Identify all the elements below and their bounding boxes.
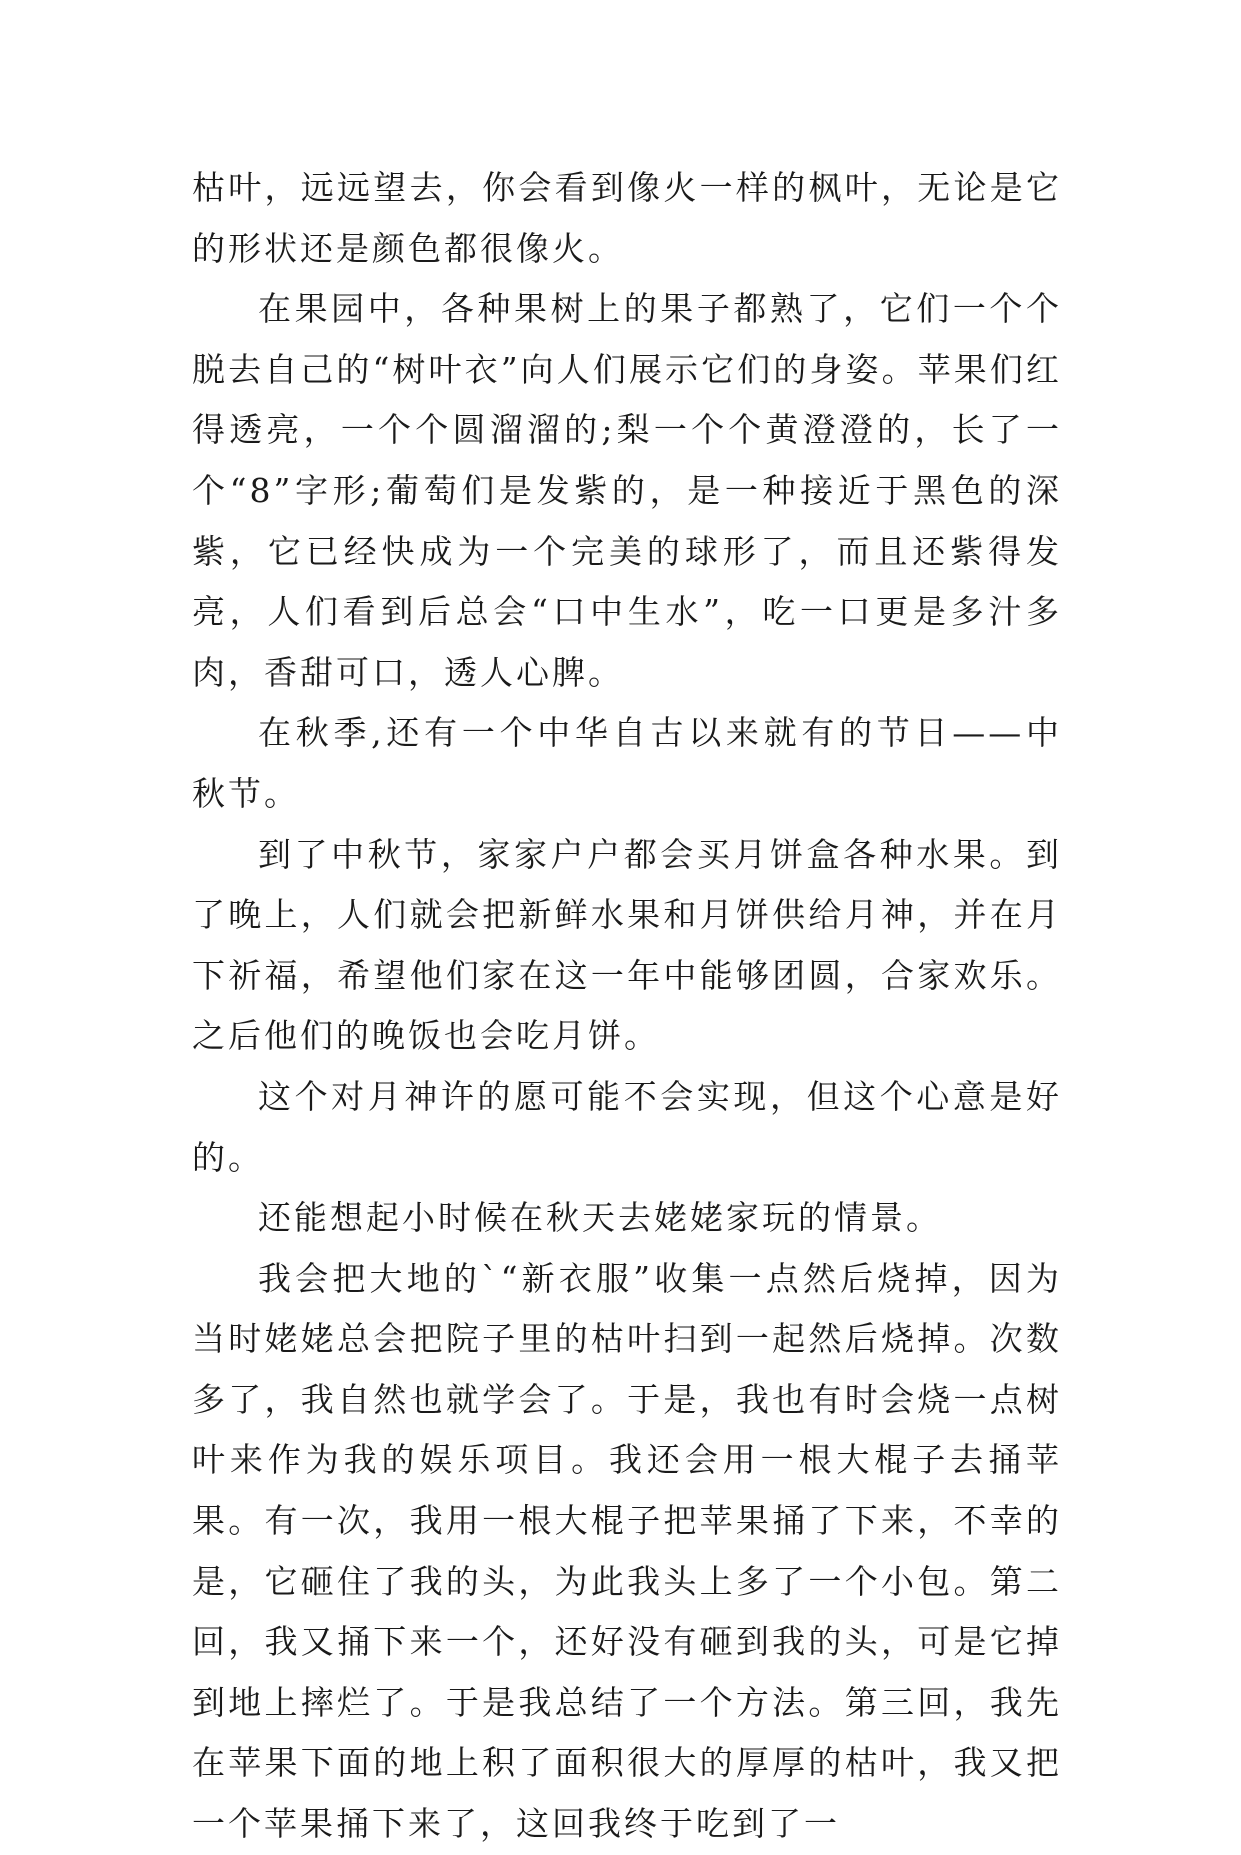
paragraph-5: 这个对月神许的愿可能不会实现，但这个心意是好的。 xyxy=(192,1076,1062,1177)
paragraph-2: 在果园中，各种果树上的果子都熟了，它们一个个脱去自己的“树叶衣”向人们展示它们的身姿。苹果们红得透亮，一个个圆溜溜的;梨一个个黄澄澄的，长了一个“8”字形;葡萄们是发紫的，是一种接近于黑色的深紫，它已经快成为一个完美的球形了，而且还紫得发亮，人们看到后总会“口中生水”，吃一口更是多汁多肉，香甜可口，透人心脾。 xyxy=(192,289,1062,692)
paragraph-1: 枯叶，远远望去，你会看到像火一样的枫叶，无论是它的形状还是颜色都很像火。 xyxy=(192,168,1062,268)
paragraph-3: 在秋季,还有一个中华自古以来就有的节日——中秋节。 xyxy=(192,713,1062,813)
document-body xyxy=(192,158,1062,1855)
paragraph-4: 到了中秋节，家家户户都会买月饼盒各种水果。到了晚上，人们就会把新鲜水果和月饼供给月神，并在月下祈福，希望他们家在这一年中能够团圆，合家欢乐。之后他们的晚饭也会吃月饼。 xyxy=(192,834,1062,1056)
paragraph-7: 我会把大地的`“新衣服”收集一点然后烧掉，因为当时姥姥总会把院子里的枯叶扫到一起然后烧掉。次数多了，我自然也就学会了。于是，我也有时会烧一点树叶来作为我的娱乐项目。我还会用一根大棍子去捅苹果。有一次，我用一根大棍子把苹果捅了下来，不幸的是，它砸住了我的头，为此我头上多了一个小包。第二回，我又捅下来一个，还好没有砸到我的头，可是它掉到地上摔烂了。于是我总结了一个方法。第三回，我先在苹果下面的地上积了面积很大的厚厚的枯叶，我又把一个苹果捅下来了，这回我终于吃到了一 xyxy=(192,1258,1062,1844)
paragraph-6: 还能想起小时候在秋天去姥姥家玩的情景。 xyxy=(258,1198,942,1238)
